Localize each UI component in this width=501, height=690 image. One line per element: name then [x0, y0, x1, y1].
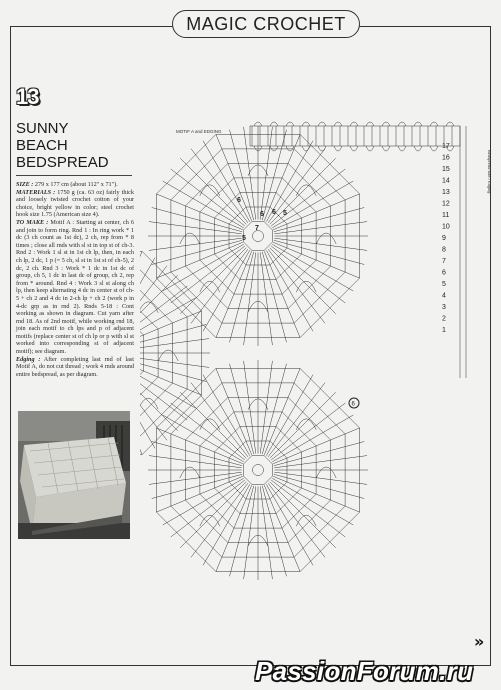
round-number: 4 — [442, 292, 446, 300]
round-number: 13 — [442, 189, 450, 196]
round-number: 6 — [442, 269, 446, 277]
round-number: 15 — [442, 166, 450, 173]
round-number: 12 — [442, 200, 450, 208]
round-number: 16 — [442, 154, 450, 162]
title-divider — [16, 175, 132, 176]
title-line: SUNNY — [16, 120, 69, 137]
stitch-count-label: 5 — [283, 210, 287, 217]
round-number: 8 — [442, 246, 446, 254]
instruction-edging: Edging : After completing last rnd of last Motif A, do not cut thread ; work 4 rnds around entire bedspread, as per diagram. — [16, 355, 134, 378]
crochet-diagram — [140, 118, 475, 608]
stitch-count-label: 6 — [260, 211, 264, 218]
stitch-count-label: 7 — [255, 225, 259, 232]
round-number: 14 — [442, 177, 450, 185]
bedspread-photo — [18, 411, 130, 539]
instruction-materials: MATERIALS : 1750 g (ca. 63 oz) fairly thick and loosely twisted crochet cotton of your choice, bright yellow in color; steel crochet hook size 1.75 (American size 4). — [16, 188, 135, 219]
round-number: 2 — [442, 315, 446, 323]
diagram-label: MOTIF A and EDGING — [176, 129, 222, 134]
round-number: 3 — [442, 304, 446, 311]
brand-badge: MAGIC CROCHET — [172, 10, 360, 38]
round-number: 17 — [442, 143, 450, 150]
title-line: BEACH — [16, 137, 68, 154]
stitch-count-label: 6 — [237, 197, 241, 204]
motif-a-top — [148, 126, 368, 346]
title-line: BEDSPREAD — [16, 154, 109, 171]
diagram-side-note: Bedspread size / Edging — [487, 150, 492, 194]
instruction-to-make: TO MAKE : Motif A : Starting at center, ch 6 and join to form ring. Rnd 1 : In ring work * 1 dc (3 ch count as 1st dc), 2 ch, rep from * 8 times ; close all rnds with sl st in top st of ch-3. Rnd 2 : Work 1 sl st in 1st ch lp, then, in each ch lp, 2 dc, 1 p (= 5 ch, sl st in 1st st of ch-5), 2 dc, 2 ch. Rnd 3 : Work * 1 dc in 1st dc of group, ch 5, 1 dc in last dc of group, ch 2, rep from * around. Rnd 4 : Work 3 sl st along ch lp, then keep alternating 4 dc in center st of ch-5 + ch 2 and 4 dc in 2-ch lp + ch 2 (work p in 4-dc grp as in rnd 2). Rnds 5-18 : Cont working as shown in diagram. Cut yarn after rnd 18. As of 2nd motif, while working rnd 18, join each motif to ch lps and p of adjacent motifs (replace center st of ch lp or p with sl st worked into corresponding st of adjacent motif); see diagram. — [16, 218, 134, 356]
round-number: 11 — [442, 212, 450, 219]
round-number: 10 — [442, 223, 450, 231]
round-number: 9 — [442, 235, 446, 242]
instruction-size: SIZE : 279 x 177 cm (about 112" x 71"). — [16, 181, 118, 188]
watermark-logo: PassionForum.ru — [255, 656, 474, 686]
bed-illustration — [18, 411, 130, 539]
round-number: 5 — [442, 281, 446, 288]
center-mark: 6 — [351, 401, 355, 408]
stitch-count-label: 6 — [272, 209, 276, 216]
pattern-title — [16, 120, 109, 171]
stitch-count-label: 5 — [242, 235, 246, 242]
round-number: 1 — [442, 327, 446, 334]
motif-a-bottom — [148, 360, 368, 580]
continue-arrow-icon: » — [474, 632, 485, 651]
instructions — [16, 181, 134, 378]
round-number: 7 — [442, 258, 446, 265]
pattern-number: 13 — [16, 84, 39, 109]
